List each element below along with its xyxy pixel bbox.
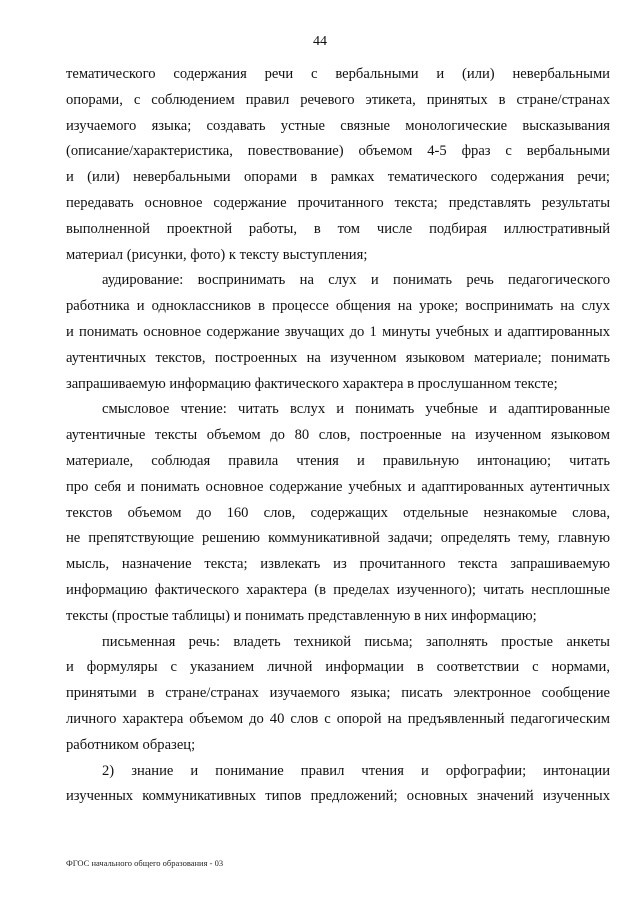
- text-line: не препятствующие решению коммуникативной задачи; определять тему, главную: [66, 530, 610, 547]
- text-line: мысль, назначение текста; извлекать из прочитанного текста запрашиваемую: [66, 556, 610, 573]
- text-line: текстов объемом до 160 слов, содержащих отдельные незнакомые слова,: [66, 504, 610, 521]
- paragraph: [66, 630, 610, 759]
- text-line: изученных коммуникативных типов предложений; основных значений изученных: [66, 788, 610, 805]
- text-line: выполненной проектной работы, в том числе подбирая иллюстративный: [66, 220, 610, 237]
- text-line: и (или) невербальными опорами в рамках тематического содержания речи;: [66, 169, 610, 186]
- document-body: [66, 62, 610, 810]
- text-line: запрашиваемую информацию фактического характера в прослушанном тексте;: [66, 375, 558, 392]
- text-line: аутентичные тексты объемом до 80 слов, построенные на изученном языковом: [66, 427, 610, 444]
- text-line: принятыми в стране/странах изучаемого языка; писать электронное сообщение: [66, 685, 610, 702]
- text-line: 2) знание и понимание правил чтения и орфографии; интонации: [102, 762, 610, 779]
- page-footer: ФГОС начального общего образования - 03: [66, 858, 224, 868]
- text-line: (описание/характеристика, повествование) объемом 4-5 фраз с вербальными: [66, 143, 610, 160]
- text-line: работника и одноклассников в процессе общения на уроке; воспринимать на слух: [66, 298, 610, 315]
- text-line: и понимать основное содержание звучащих до 1 минуты учебных и адаптированных: [66, 323, 610, 340]
- text-line: смысловое чтение: читать вслух и понимать учебные и адаптированные: [102, 401, 610, 418]
- text-line: про себя и понимать основное содержание учебных и адаптированных аутентичных: [66, 478, 610, 495]
- text-line: тематического содержания речи с вербальными и (или) невербальными: [66, 66, 610, 82]
- text-line: тексты (простые таблицы) и понимать представленную в них информацию;: [66, 607, 537, 624]
- text-line: и формуляры с указанием личной информации в соответствии с нормами,: [66, 659, 610, 676]
- text-line: опорами, с соблюдением правил речевого этикета, принятых в стране/странах: [66, 91, 610, 108]
- text-line: аутентичных текстов, построенных на изученном языковом материале; понимать: [66, 349, 610, 366]
- paragraph: [66, 62, 610, 268]
- text-line: работником образец;: [66, 736, 196, 753]
- text-line: аудирование: воспринимать на слух и понимать речь педагогического: [102, 272, 610, 289]
- text-line: материале, соблюдая правила чтения и правильную интонацию; читать: [66, 452, 610, 469]
- paragraph: [66, 268, 610, 397]
- paragraph: [66, 397, 610, 629]
- text-line: личного характера объемом до 40 слов с опорой на предъявленный педагогическим: [66, 710, 610, 727]
- text-line: информацию фактического характера (в пределах изученного); читать несплошные: [66, 581, 610, 598]
- text-line: изучаемого языка; создавать устные связные монологические высказывания: [66, 117, 610, 134]
- text-line: письменная речь: владеть техникой письма; заполнять простые анкеты: [102, 633, 610, 650]
- text-line: передавать основное содержание прочитанного текста; представлять результаты: [66, 194, 610, 211]
- text-line: материал (рисунки, фото) к тексту выступления;: [66, 246, 368, 263]
- paragraph: [66, 759, 610, 811]
- page-number: 44: [313, 34, 327, 49]
